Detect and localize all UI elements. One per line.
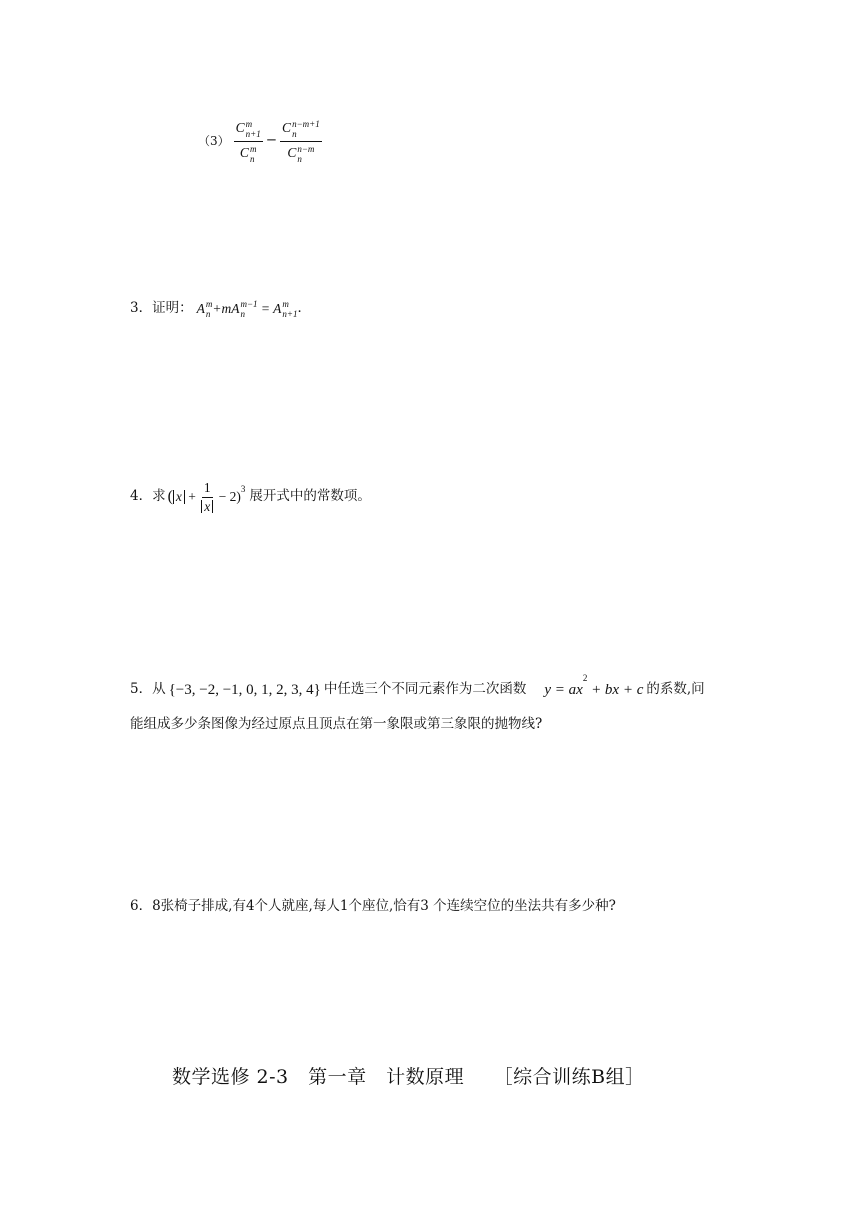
item3-fraction-1 <box>234 119 263 164</box>
question-3-formula: A m n +mA m−1 n = A m n+1 <box>196 299 298 319</box>
fraction-1-numerator: C m n+1 <box>234 119 263 142</box>
item3-fraction-2 <box>280 119 322 164</box>
question-5-label: 5．从 <box>130 681 166 698</box>
abs-x: x <box>173 490 185 504</box>
minus-sign: − <box>265 132 278 149</box>
fraction-2-numerator: C n−m+1 n <box>280 119 322 142</box>
question-3: 3．证明： A m n +mA m−1 n = A m n+1 ． <box>130 299 311 319</box>
question-6: 6．8张椅子排成,有4个人就座,每人1个座位,恰有3 个连续空位的坐法共有多少种? <box>130 898 616 914</box>
abs-x-denominator: x <box>201 500 213 514</box>
question-5-line-2: 能组成多少条图像为经过原点且顶点在第一象限或第三象限的抛物线? <box>130 716 543 732</box>
question-4 <box>130 474 371 520</box>
question-3-label: 3．证明： <box>130 300 193 317</box>
question-4-fraction: $\frac{1}{x}$ <box>199 481 215 513</box>
question-5-set: {−3, −2, −1, 0, 1, 2, 3, 4} <box>168 681 321 698</box>
question-4-tail: 展开式中的常数项。 <box>249 488 371 505</box>
question-4-formula: ( x + $\frac{1}{x}$ − 2) $^3$ <box>167 480 246 514</box>
section-title: 数学选修 2-3 第一章 计数原理 ［综合训练B组］ <box>172 1066 645 1088</box>
item3-label: （3） <box>198 134 230 148</box>
question-5-function: $y = ax^2$ + bx + c <box>544 672 644 698</box>
question-5-line-1: 5．从 {−3, −2, −1, 0, 1, 2, 3, 4} 中任选三个不同元素作为二次函数 $y = ax^2$ + bx + c 的系数,问 <box>130 678 705 702</box>
fraction-2-denominator: C n−m n <box>287 143 315 164</box>
fraction-1-denominator: C m n <box>239 143 257 164</box>
item3-expression <box>198 116 322 166</box>
question-4-label: 4．求 <box>130 488 166 505</box>
